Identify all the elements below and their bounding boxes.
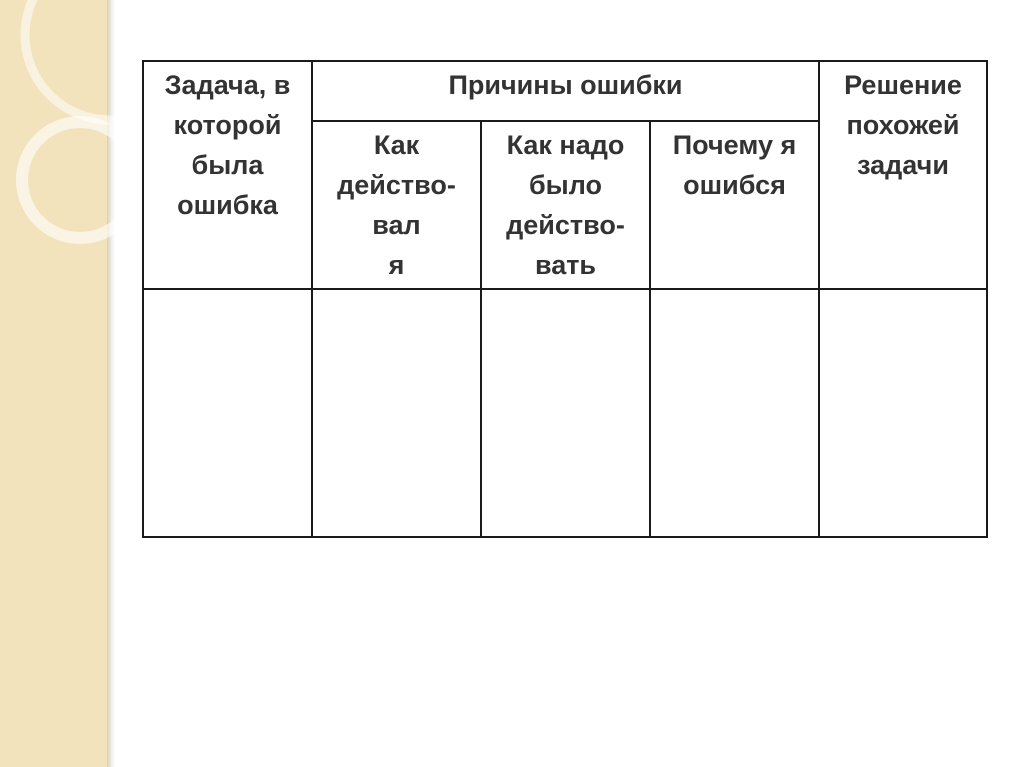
table-row [143,289,987,537]
header-solution-cell: Решение похожей задачи [819,61,987,289]
decorative-ring-bottom [22,122,115,238]
blank-cell-how-should[interactable] [481,289,650,537]
table-header-row [143,61,987,121]
subheader-how-should-cell: Как надо было действо- вать [481,121,650,289]
blank-cell-solution[interactable] [819,289,987,537]
error-analysis-table [142,60,988,538]
error-analysis-table-container [142,60,988,538]
blank-cell-task[interactable] [143,289,312,537]
decorative-rings-graphic [0,0,115,260]
blank-cell-why[interactable] [650,289,819,537]
blank-cell-how-acted[interactable] [312,289,481,537]
header-task-cell: Задача, в которой была ошибка [143,61,312,289]
header-causes-cell: Причины ошибки [312,61,819,121]
subheader-why-cell: Почему я ошибся [650,121,819,289]
subheader-how-acted-cell: Как действо- вал я [312,121,481,289]
decorative-ring-top [25,0,115,120]
